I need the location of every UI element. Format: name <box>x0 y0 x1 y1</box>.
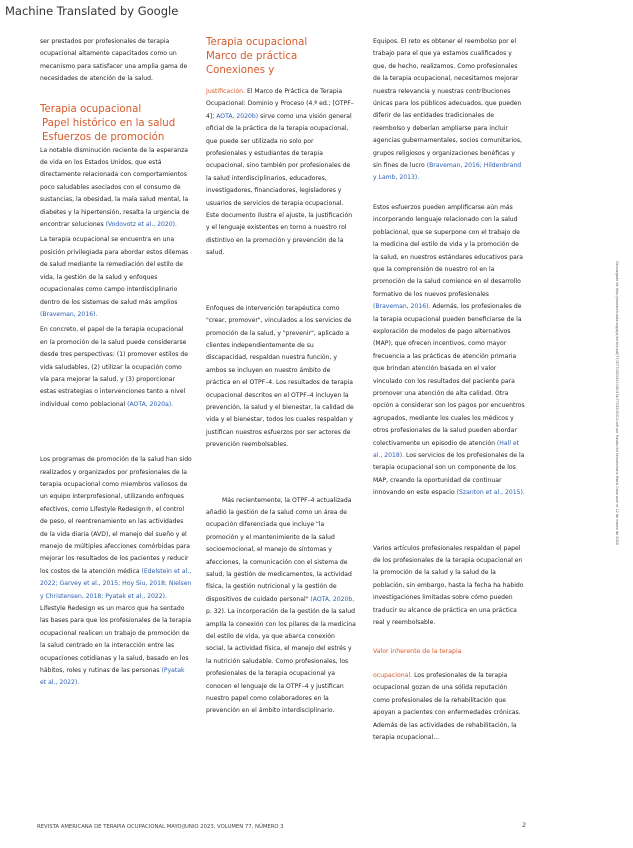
citation-link[interactable]: (Pyatak et al., 2022). <box>40 667 185 687</box>
paragraph: Justificación. El Marco de Práctica de Terapia Ocupacional: Dominio y Proceso (4.ª ed.; [OTPF–4]; AOTA, 2020b) sirve como una visión general oficial de la práctica de la terapia ocupacional, que puede ser utilizada no solo por profesionales y estudiantes de terapia ocupacional, sino también por profesionales de la salud interdisciplinarios, educadores, investigadores, financiadores, legisladores y usuarios de servicios de terapia ocupacional. Este documento ilustra el ajuste, la justificación y el lenguaje existentes en torno a nuestro rol distintivo en la promoción y prevención de la salud. <box>206 88 354 257</box>
section-heading-line3: Esfuerzos de promoción <box>42 131 165 143</box>
citation-link[interactable]: AOTA, 2020b) <box>216 112 259 120</box>
section-heading-line2: Papel histórico en la salud <box>42 117 176 129</box>
section-heading-line2: Marco de práctica <box>206 51 298 62</box>
paragraph <box>373 646 525 658</box>
download-watermark: Descargado de http://research.aota.org/ajot/article-pdf/77/3/7703205010/81374/7703205010.pdf por Fundación Universitaria Maria Cano user el 12 de marzo de 2024 <box>615 261 619 545</box>
citation-link[interactable]: (Braveman, 2016; Hildenbrand y Lamb, 2013). <box>373 162 522 182</box>
paragraph: En concreto, el papel de la terapia ocupacional en la promoción de la salud puede considerarse desde tres perspectivas: (1) promover estilos de vida saludables, (2) utilizar la ocupación como vía para mejorar la salud, y (3) proporcionar estas estrategias o intervenciones tanto a nivel individual como poblacional (AOTA, 2020a). <box>40 326 188 408</box>
page-number: 2 <box>522 821 527 829</box>
run-in-heading: Justificación. <box>206 88 246 95</box>
journal-footer: REVISTA AMERICANA DE TERAPIA OCUPACIONAL MAYO/JUNIO 2023, VOLUMEN 77, NÚMERO 3 <box>37 824 284 830</box>
paragraph: Los programas de promoción de la salud han sido realizados y organizados por profesionales de la terapia ocupacional como miembros valiosos de un equipo interprofesional, utilizando enfoques efectivos, como Lifestyle Redesign®, el control de peso, el reentrenamiento en las actividades de la vida diaria (AVD), el manejo del sueño y el manejo de múltiples afecciones comórbidas para mejorar los resultados de los pacientes y reducir los costos de la atención médica (Edelstein et al., 2022; Garvey et al., 2015; Hoy Siu, 2018; Nielsen y Christensen, 2018; Pyatak et al., 2022). Lifestyle Redesign es un marco que ha sentado las bases para que los profesionales de la terapia ocupacional realicen un trabajo de promoción de la salud centrado en la interacción entre las ocupaciones cotidianas y la salud, basado en los hábitos, roles y rutinas de las personas (Pyatak et al., 2022). <box>40 456 192 687</box>
citation-link[interactable]: (Braveman, 2016). <box>373 303 431 311</box>
machine-translation-banner: Machine Translated by Google <box>5 4 179 18</box>
paragraph: La notable disminución reciente de la esperanza de vida en los Estados Unidos, que está directamente relacionada con comportamientos poco saludables asociados con el consumo de sustancias, la obesidad, la mala salud mental, la diabetes y la hipertensión, resalta la urgencia de encontrar soluciones (Vodovotz et al., 2020). <box>40 146 190 229</box>
citation-link[interactable]: (Hall et al., 2018). <box>373 439 520 459</box>
section-heading-line1: Terapia ocupacional <box>40 103 142 115</box>
citation-link[interactable]: (AOTA, 2020a). <box>127 400 174 408</box>
citation-link[interactable]: (AOTA, 2020b, <box>310 595 355 603</box>
column-3 <box>373 36 525 747</box>
intro-paragraph: ser prestados por profesionales de terapia ocupacional altamente capacitados como un mecanismo para satisfacer una amplia gama de necesidades de atención de la salud. <box>40 38 188 83</box>
paragraph: Varios artículos profesionales respaldan el papel de los profesionales de la terapia ocupacional en la promoción de la salud y la salud de la población, sin embargo, hasta la fecha ha habido investigaciones limitadas sobre cómo pueden traducir su alcance de práctica en una práctica real y reembolsable. <box>373 544 524 627</box>
paragraph: Equipos. El reto es obtener el reembolso por el trabajo para el que ya estamos cualificados y que, de hecho, realizamos. Como profesionales de la terapia ocupacional, necesitamos mejorar nuestra relevancia y nuestras contribuciones únicas para los públicos adecuados, que pueden diferir de las entidades tradicionales de reembolso y deberían ampliarse para incluir agencias gubernamentales, socios comunitarios, grupos religiosos y organizaciones benéficas y sin fines de lucro (Braveman, 2016; Hildenbrand y Lamb, 2013). <box>373 38 522 182</box>
paragraph: Más recientemente, la OTPF–4 actualizada añadió la gestión de la salud como un área de ocupación diferenciada que incluye "la promoción y el mantenimiento de la salud socioemocional, el manejo de síntomas y afecciones, la comunicación con el sistema de salud, la gestión de medicamentos, la actividad física, la gestión nutricional y la gestión de dispositivos de cuidado personal" (AOTA, 2020b, p. 32). La incorporación de la gestión de la salud amplía la conexión con los pilares de la medicina del estilo de vida, ya que abarca conexión social, la actividad física, el manejo del estrés y la nutrición saludable. Como profesionales, los profesionales de la terapia ocupacional ya conocen el lenguaje de la OTPF–4 y justifican nuestro papel como colaboradores en la prevención en el ámbito interdisciplinario. <box>206 496 356 715</box>
column-2 <box>206 36 356 721</box>
run-in-heading: Valor inherente de la terapia <box>373 648 462 656</box>
section-heading-line1: Terapia ocupacional <box>206 37 308 48</box>
paragraph: Enfoques de intervención terapéutica como "crear, promover", vinculados a los servicios de promoción de la salud, y "prevenir", aplicado a clientes independientemente de su discapacidad, respaldan nuestra función, y ambos se incluyen en nuestro ámbito de práctica en el OTPF–4. Los resultados de terapia ocupacional descritos en el OTPF–4 incluyen la prevención, la salud y el bienestar, la calidad de vida y el bienestar, todos los cuales respaldan y justifican nuestros esfuerzos por ser actores de prevención reembolsables. <box>206 304 354 449</box>
citation-link[interactable]: (Szanton et al., 2015). <box>456 489 525 497</box>
section-heading-line3: Conexiones y <box>206 65 275 76</box>
citation-link[interactable]: (Vodovotz et al., 2020). <box>105 221 177 229</box>
paragraph: La terapia ocupacional se encuentra en una posición privilegiada para abordar estos dilemas de salud mediante la remediación del estilo de vida, la gestión de la salud y enfoques ocupacionales como campo interdisciplinario dentro de los sistemas de salud más amplios (Braveman, 2016). <box>40 236 189 318</box>
paragraph: Estos esfuerzos pueden amplificarse aún más incorporando lenguaje relacionado con la salud poblacional, que se superpone con el trabajo de la medicina del estilo de vida y la promoción de la salud, en nuestros estándares educativos para que la comprensión de nuestro rol en la promoción de la salud comience en el desarrollo formativo de los nuevos profesionales (Braveman, 2016). Además, los profesionales de la terapia ocupacional pueden beneficiarse de la exploración de modelos de pago alternativos (MAP), que ofrecen incentivos, como mayor frecuencia a las prácticas de atención primaria que brindan atención basada en el valor vinculado con los resultados del paciente para promover una atención de alta calidad. Otra opción a considerar son los pagos por encuentros agrupados, mediante los cuales los médicos y otros profesionales de la salud pueden abordar colectivamente un episodio de atención (Hall et al., 2018). Los servicios de los profesionales de la terapia ocupacional son un componente de los MAP, creando la oportunidad de continuar innovando en este espacio (Szanton et al., 2015). <box>373 203 525 497</box>
citation-link[interactable]: (Edelstein et al., 2022; Garvey et al., 2015; Hoy Siu, 2018; Nielsen y Christensen, 2018; Pyatak et al., 2022). <box>40 567 192 600</box>
run-in-heading: ocupacional. <box>373 671 413 679</box>
citation-link[interactable]: (Braveman, 2016). <box>40 310 98 318</box>
paragraph: ocupacional. Los profesionales de la terapia ocupacional gozan de una sólida reputación como profesionales de la rehabilitación que apoyan a pacientes con enfermedades crónicas. Además de las actividades de rehabilitación, la terapia ocupacional... <box>373 671 521 741</box>
column-1 <box>40 36 192 693</box>
